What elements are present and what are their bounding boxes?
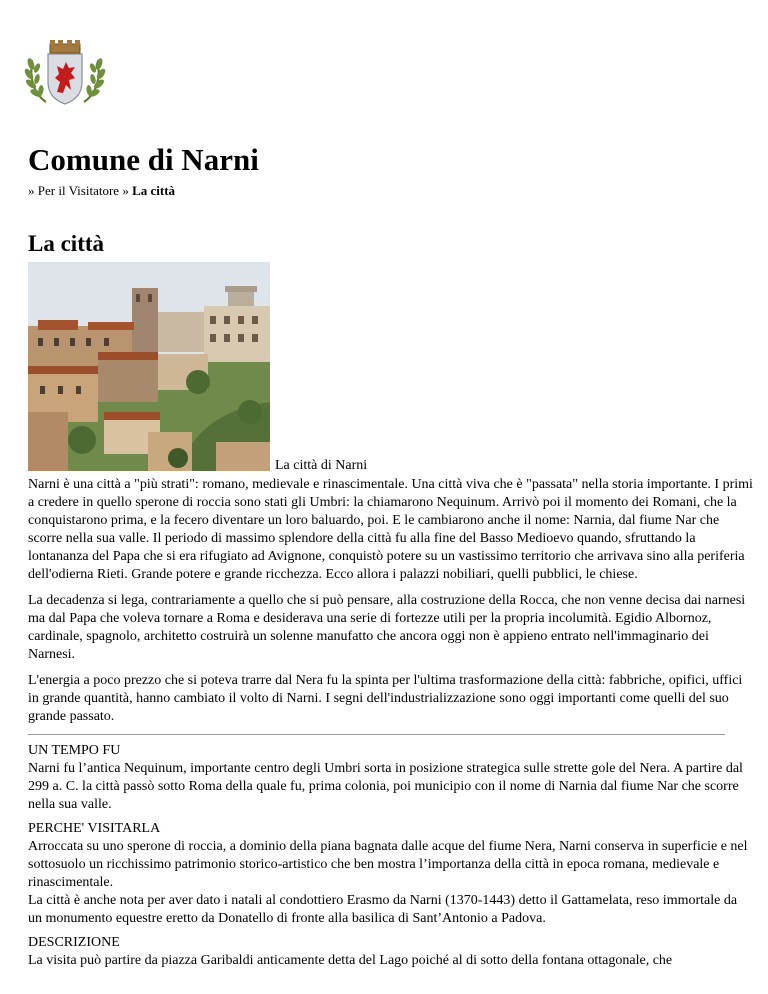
breadcrumb	[28, 183, 175, 199]
section-body: Narni fu l’antica Nequinum, importante centro degli Umbri sorta in posizione strategica sulle strette gole del Nera. A partire dal 299 a. C. la città passò sotto Roma della quale fu, prima colonia, poi municipio con il nome di Narnia dal fiume Nar che scorre nella sua valle.	[28, 761, 743, 812]
section-body: Arroccata su uno sperone di roccia, a dominio della piana bagnata dalle acque del fiume Nera, Narni conserva in superficie e nel sottosuolo un ricchissimo patrimonio storico-artistico che ben mostra l’importanza della città in epoca romana, medievale e rinascimentale.	[28, 839, 748, 890]
section-descrizione	[28, 934, 753, 970]
section-title: DESCRIZIONE	[28, 935, 120, 950]
divider	[28, 734, 725, 735]
breadcrumb-link-per-il-visitatore[interactable]: Per il Visitatore	[37, 183, 120, 198]
intro-paragraph: L'energia a poco prezzo che si poteva trarre dal Nera fu la spinta per l'ultima trasformazione della città: fabbriche, opifici, uffici in grande quantità, hanno cambiato il volto di Narni. I segni dell'industrializzazione sono oggi importanti come quelli del suo grande passato.	[28, 673, 743, 724]
article-body	[28, 476, 753, 976]
narni-coat-of-arms-icon	[22, 38, 108, 108]
section-body: La città è anche nota per aver dato i natali al condottiero Erasmo da Narni (1370-1443) detto il Gattamelata, reso immortale da un monumento equestre eretto da Donatello di fronte alla basilica di Sant’Antonio a Padova.	[28, 893, 738, 926]
image-caption: La città di Narni	[275, 458, 368, 473]
breadcrumb-separator: »	[28, 183, 35, 198]
page-title: La città	[28, 231, 105, 256]
intro-paragraph: La decadenza si lega, contrariamente a quello che si può pensare, alla costruzione della Rocca, che non venne decisa dai narnesi ma dal Papa che voleva tornare a Roma e desiderava una serie di fortezze utili per la propria incolumità. Egidio Albornoz, cardinale, spagnolo, architetto costruirà un solenne manufatto che ancora oggi non è appieno entrato nell'immaginario dei Narnesi.	[28, 593, 746, 662]
site-title: Comune di Narni	[28, 142, 259, 177]
intro-paragraph: Narni è una città a "più strati": romano, medievale e rinascimentale. Una città viva che è "passata" nella storia importante. I primi a credere in quello sperone di roccia sono stati gli Umbri: la chiamarono Nequinum. Arrivò poi il momento dei Romani, che la conquistarono prima, e la fecero diventare un loro baluardo, poi. E le cambiarono anche il nome: Narnia, dal fiume Nar che scorre nella sua valle. Il periodo di massimo splendore della città fu alla fine del Basso Medioevo quando, sfruttando la lontananza del Papa che si era rifugiato ad Avignone, conquistò potere su un vastissimo territorio che arrivava sino alla periferia dell'odierna Rieti. Grande potere e grande ricchezza. Ecco allora i palazzi nobiliari, quelli pubblici, le chiese.	[28, 477, 753, 582]
section-un-tempo-fu	[28, 742, 753, 814]
section-title: PERCHE' VISITARLA	[28, 821, 161, 836]
breadcrumb-separator: »	[122, 183, 129, 198]
section-title: UN TEMPO FU	[28, 743, 121, 758]
city-photo	[28, 262, 270, 471]
section-perche-visitarla	[28, 820, 753, 928]
breadcrumb-current: La città	[132, 183, 176, 198]
section-body: La visita può partire da piazza Garibaldi anticamente detta del Lago poiché al di sotto della fontana ottagonale, che	[28, 953, 673, 968]
